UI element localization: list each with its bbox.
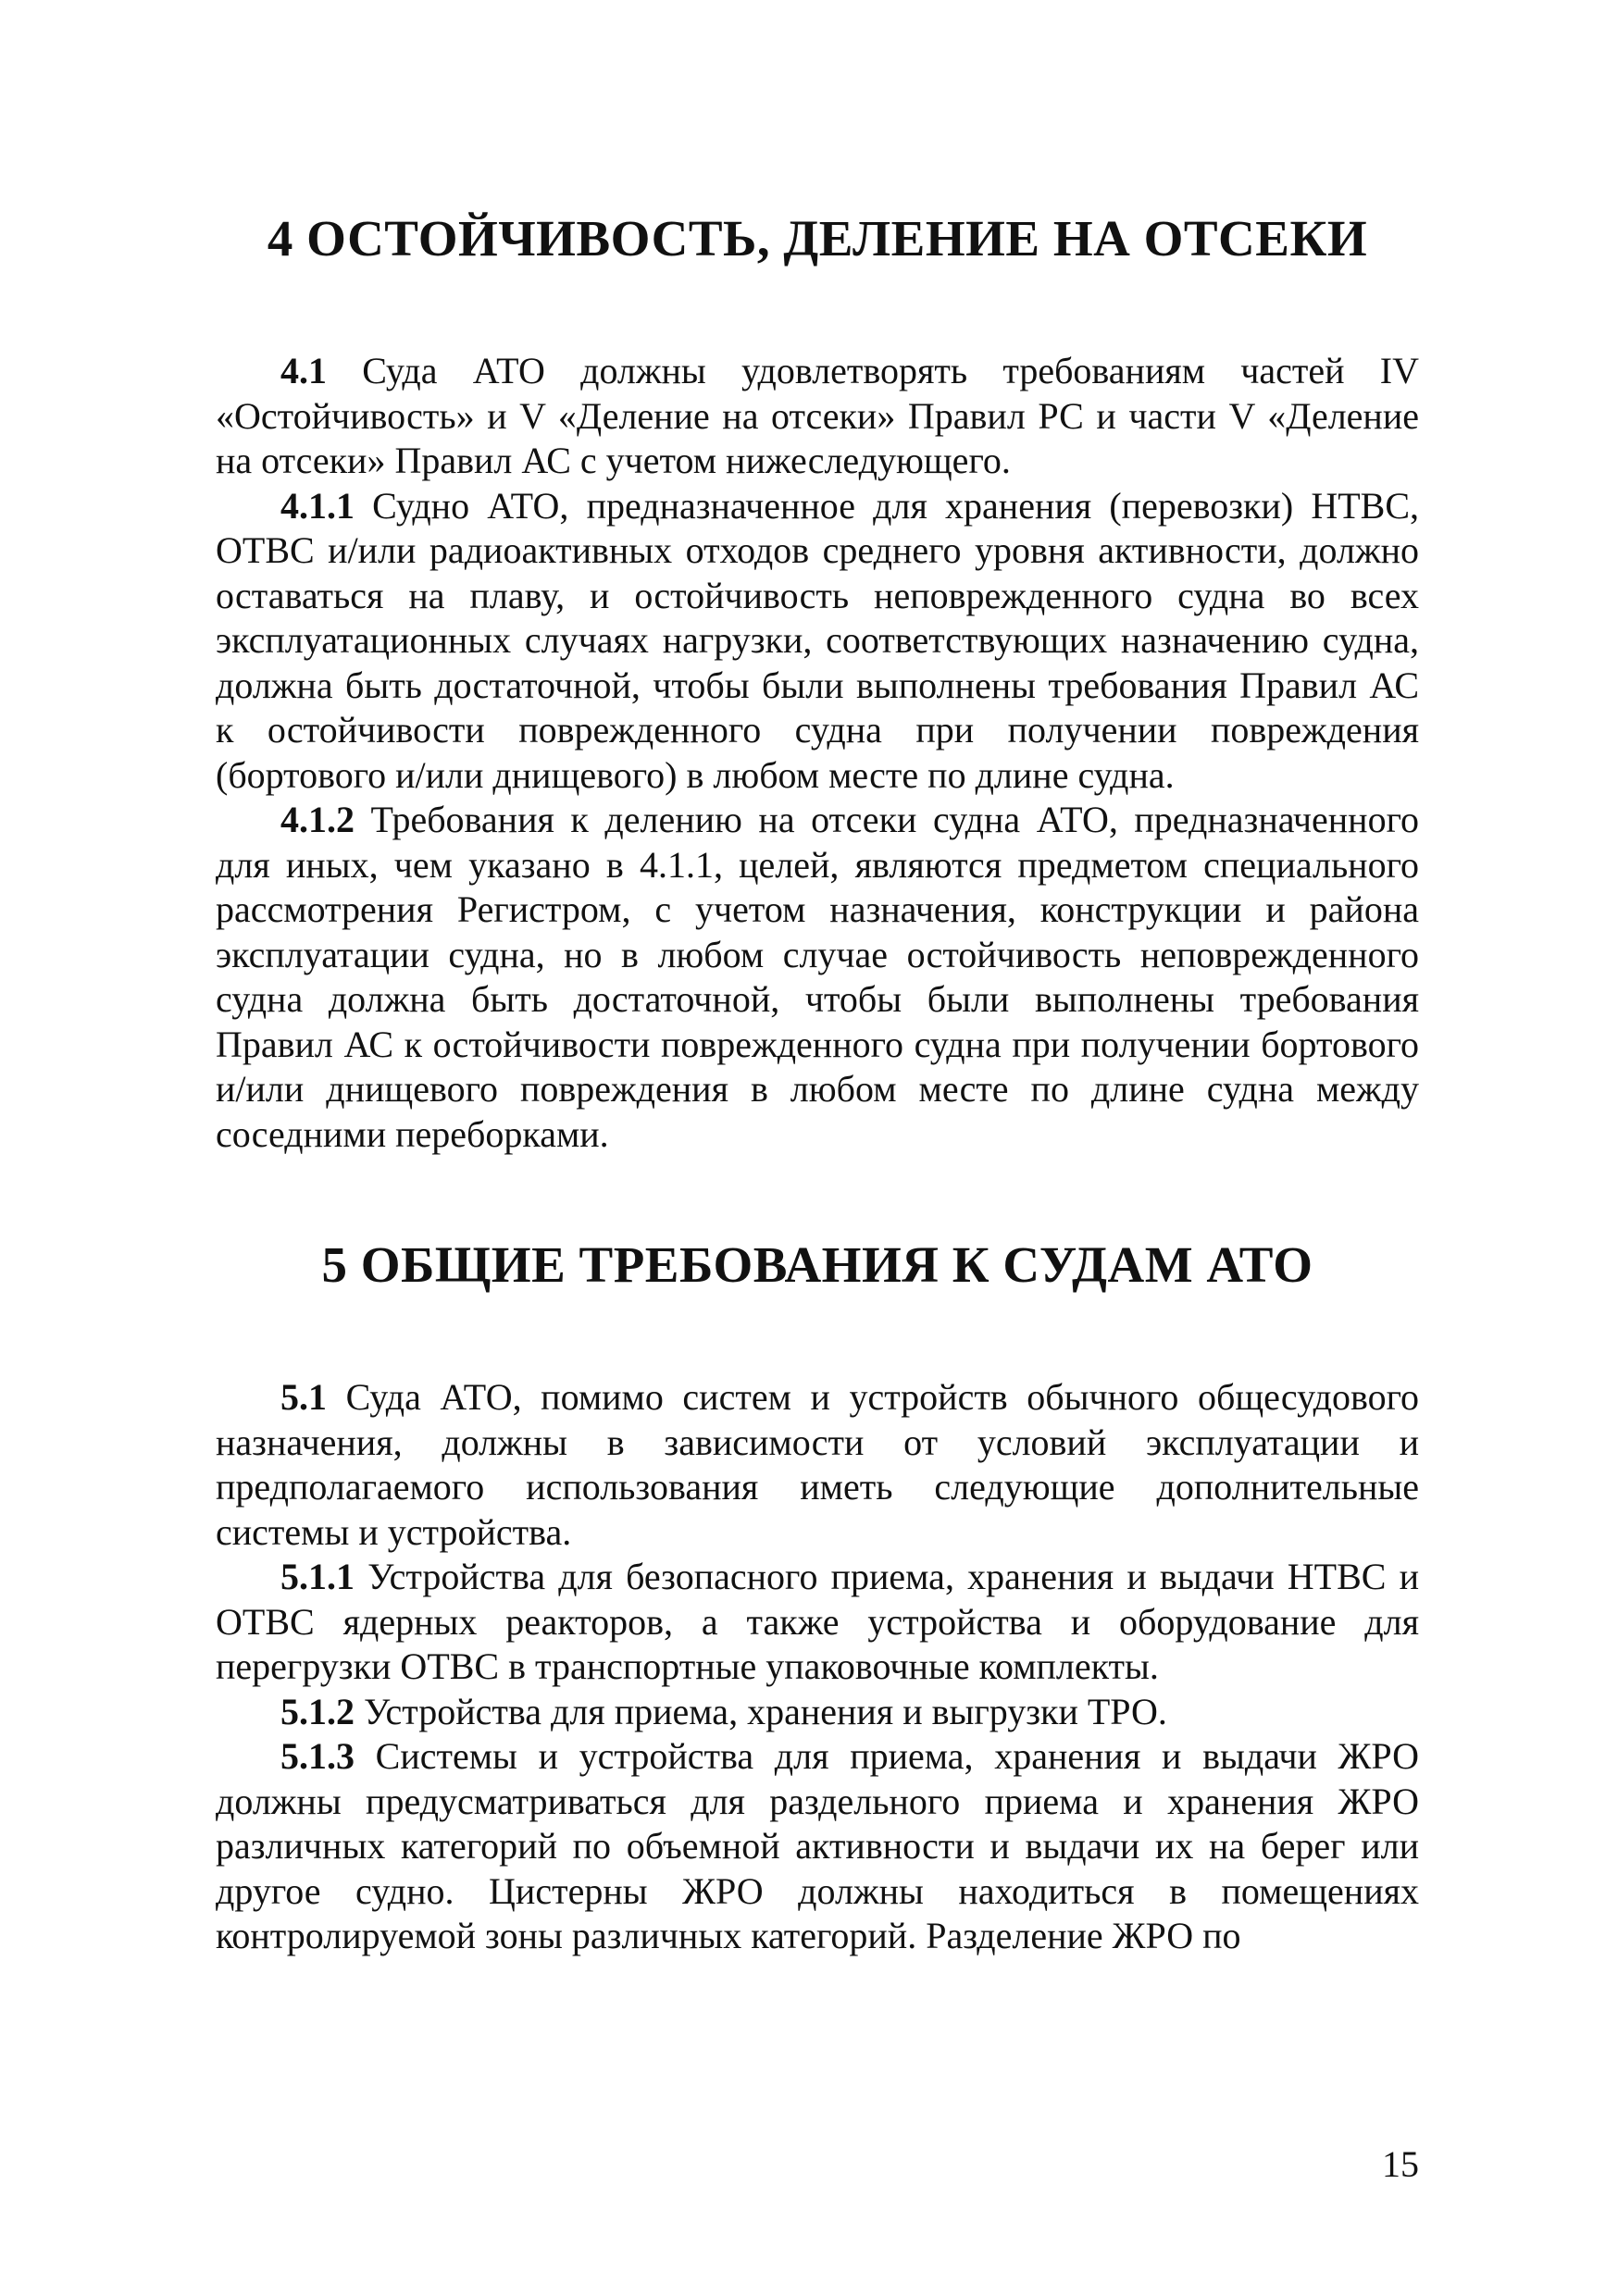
clause-text: Требования к делению на отсеки судна АТО, предназначенного для иных, чем указано в 4.1.1, целей, являются предметом специального рассмотрения Регистром, с учетом назначения, конструкции и района эксплуатации судна, но в любом случае остойчивость неповрежденного судна должна быть достаточной, чтобы были выполнены требования Правил АС к остойчивости поврежденного судна при получении бортового и/или днищевого повреждения в любом месте по длине судна между соседними переборками. (216, 799, 1419, 1155)
clause-text: Устройства для приема, хранения и выгрузки ТРО. (355, 1690, 1167, 1732)
paragraph-4-1 (216, 349, 1419, 484)
clause-text: Судно АТО, предназначенное для хранения (перевозки) НТВС, ОТВС и/или радиоактивных отходов среднего уровня активности, должно оставаться на плаву, и остойчивость неповрежденного судна во всех эксплуатационных случаях нагрузки, соответствующих назначению судна, должна быть достаточной, чтобы были выполнены требования Правил АС к остойчивости поврежденного судна при получении повреждения (бортового и/или днищевого) в любом месте по длине судна. (216, 484, 1419, 796)
paragraph-5-1-1 (216, 1555, 1419, 1690)
paragraph-5-1 (216, 1375, 1419, 1555)
clause-number: 4.1.1 (280, 484, 355, 527)
paragraph-5-1-2 (216, 1690, 1419, 1735)
paragraph-4-1-2 (216, 798, 1419, 1157)
clause-number: 4.1 (280, 350, 327, 391)
paragraph-5-1-3 (216, 1734, 1419, 1959)
section-5-title: 5 ОБЩИЕ ТРЕБОВАНИЯ К СУДАМ АТО (321, 1236, 1313, 1293)
clause-text: Системы и устройства для приема, хранения и выдачи ЖРО должны предусматриваться для раздельного приема и хранения ЖРО различных категорий по объемной активности и выдачи их на берег или другое судно. Цистерны ЖРО должны находиться в помещениях контролируемой зоны различных категорий. Разделение ЖРО по (216, 1735, 1419, 1956)
clause-number: 4.1.2 (280, 799, 355, 840)
clause-number: 5.1.3 (280, 1735, 355, 1777)
section-4-title: 4 ОСТОЙЧИВОСТЬ, ДЕЛЕНИЕ НА ОТСЕКИ (267, 210, 1368, 267)
page-number: 15 (1382, 2143, 1419, 2185)
clause-text: Суда АТО должны удовлетворять требованиям частей IV «Остойчивость» и V «Деление на отсеки» Правил РС и части V «Деление на отсеки» Правил АС с учетом нижеследующего. (216, 350, 1419, 481)
clause-number: 5.1 (280, 1376, 327, 1418)
paragraph-4-1-1 (216, 484, 1419, 799)
clause-number: 5.1.2 (280, 1690, 355, 1732)
clause-text: Устройства для безопасного приема, хранения и выдачи НТВС и ОТВС ядерных реакторов, а также устройства и оборудование для перегрузки ОТВС в транспортные упаковочные комплекты. (216, 1556, 1419, 1687)
clause-number: 5.1.1 (280, 1556, 355, 1597)
clause-text: Суда АТО, помимо систем и устройств обычного общесудового назначения, должны в зависимости от условий эксплуатации и предполагаемого использования иметь следующие дополнительные системы и устройства. (216, 1376, 1419, 1553)
page-content (216, 208, 1419, 1959)
